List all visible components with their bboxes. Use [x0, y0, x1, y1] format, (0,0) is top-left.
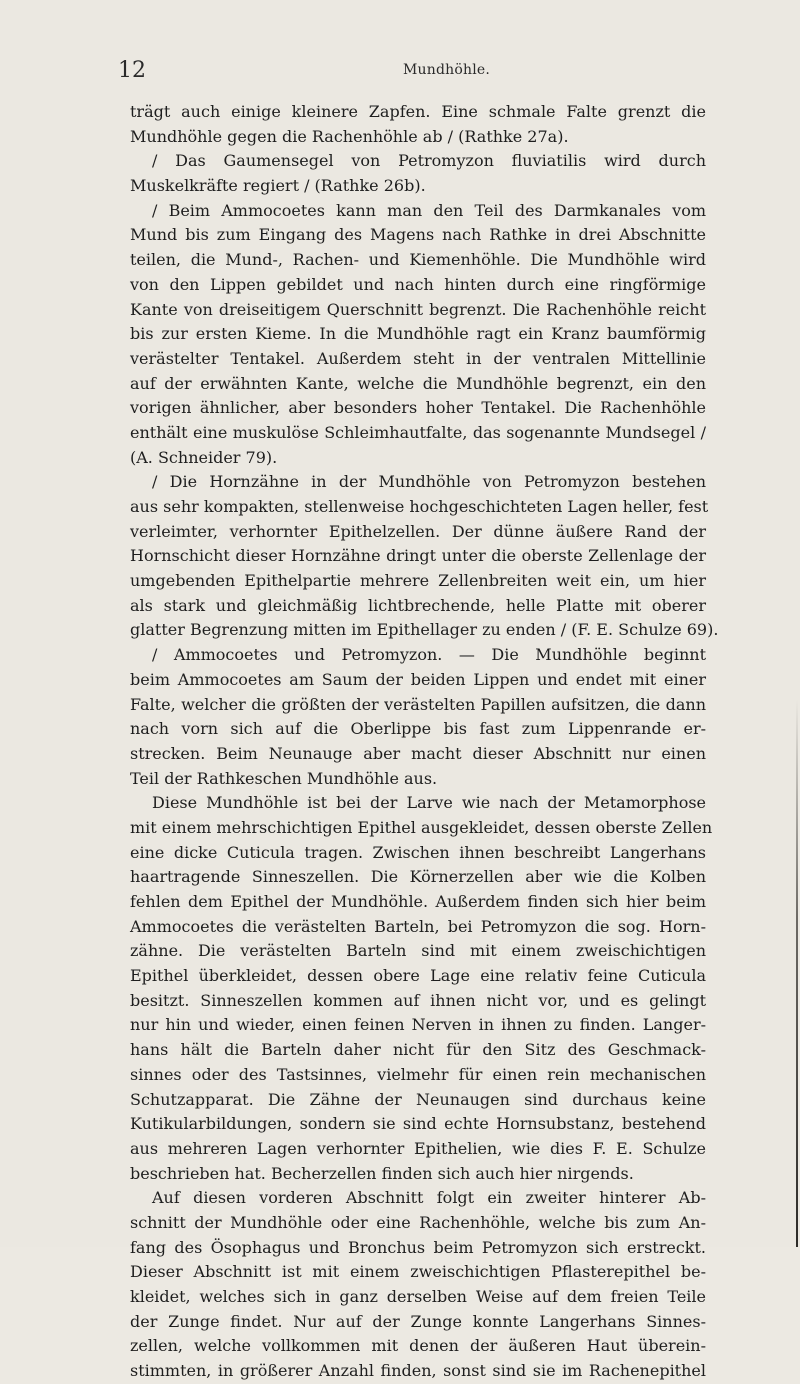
- text-line: Ammocoetes die verästelten Barteln, bei Petromyzon die sog. Horn-: [130, 916, 706, 936]
- text-line: eine dicke Cuticula tragen. Zwischen ihnen beschreibt Langerhans: [130, 842, 706, 862]
- text-line: Teil der Rathkeschen Mundhöhle aus.: [130, 768, 438, 788]
- text-line: fehlen dem Epithel der Mundhöhle. Außerdem finden sich hier beim: [130, 892, 706, 911]
- text-line: trägt auch einige kleinere Zapfen. Eine schmale Falte grenzt die: [130, 102, 706, 121]
- text-line: nach vorn sich auf die Oberlippe bis fast zum Lippenrande er-: [130, 719, 706, 739]
- text-line: (A. Schneider 79).: [130, 447, 278, 467]
- running-head: Mundhöhle.: [403, 62, 491, 78]
- text-line: Kante von dreiseitigem Querschnitt begrenzt. Die Rachenhöhle reicht: [130, 299, 706, 319]
- text-line: als stark und gleichmäßig lichtbrechende, helle Platte mit oberer: [130, 595, 706, 615]
- text-line: Schutzapparat. Die Zähne der Neunaugen sind durchaus keine: [130, 1089, 706, 1109]
- text-line: schnitt der Mundhöhle oder eine Rachenhöhle, welche bis zum An-: [130, 1212, 706, 1232]
- text-line: Mundhöhle gegen die Rachenhöhle ab / (Rathke 27a).: [130, 126, 569, 146]
- text-line: glatter Begrenzung mitten im Epithellager zu enden / (F. E. Schulze 69).: [130, 620, 719, 640]
- body-text: [130, 100, 719, 1384]
- text-line: strecken. Beim Neunauge aber macht dieser Abschnitt nur einen: [130, 743, 706, 763]
- text-line: auf der erwähnten Kante, welche die Mundhöhle begrenzt, ein den: [130, 373, 706, 393]
- text-line: Kutikularbildungen, sondern sie sind echte Hornsubstanz, bestehend: [130, 1114, 706, 1134]
- text-line: kleidet, welches sich in ganz derselben Weise auf dem freien Teile: [130, 1287, 706, 1306]
- text-line: Hornschicht dieser Hornzähne dringt unter die oberste Zellenlage der: [130, 546, 706, 566]
- text-line: Falte, welcher die größten der verästelten Papillen aufsitzen, die dann: [130, 694, 706, 714]
- page-header: [0, 58, 800, 84]
- text-line: / Beim Ammocoetes kann man den Teil des Darmkanales vom: [152, 200, 706, 220]
- text-line: zellen, welche vollkommen mit denen der äußeren Haut überein-: [130, 1336, 706, 1356]
- text-line: / Ammocoetes und Petromyzon. — Die Mundhöhle beginnt: [152, 645, 706, 665]
- text-line: Epithel überkleidet, dessen obere Lage eine relativ feine Cuticula: [130, 966, 706, 986]
- page-edge-shadow: [796, 700, 798, 1247]
- text-line: nur hin und wieder, einen feinen Nerven in ihnen zu finden. Langer-: [130, 1015, 706, 1035]
- text-line: sinnes oder des Tastsinnes, vielmehr für einen rein mechanischen: [130, 1064, 706, 1084]
- text-line: vorigen ähnlicher, aber besonders hoher Tentakel. Die Rachenhöhle: [130, 398, 706, 418]
- text-line: Mund bis zum Eingang des Magens nach Rathke in drei Abschnitte: [130, 225, 706, 245]
- text-line: Diese Mundhöhle ist bei der Larve wie nach der Metamorphose: [152, 793, 706, 813]
- text-line: besitzt. Sinneszellen kommen auf ihnen nicht vor, und es gelingt: [130, 990, 706, 1010]
- text-line: verästelter Tentakel. Außerdem steht in der ventralen Mittellinie: [130, 348, 706, 368]
- text-line: Muskelkräfte regiert / (Rathke 26b).: [130, 176, 426, 196]
- page-number: 12: [118, 58, 146, 83]
- text-line: mit einem mehrschichtigen Epithel ausgekleidet, dessen oberste Zellen: [130, 817, 713, 837]
- text-line: der Zunge findet. Nur auf der Zunge konnte Langerhans Sinnes-: [130, 1311, 706, 1331]
- text-line: hans hält die Barteln daher nicht für den Sitz des Geschmack-: [130, 1040, 706, 1060]
- text-line: verleimter, verhornter Epithelzellen. Der dünne äußere Rand der: [130, 521, 706, 541]
- text-line: Dieser Abschnitt ist mit einem zweischichtigen Pflasterepithel be-: [130, 1262, 706, 1282]
- text-line: fang des Ösophagus und Bronchus beim Petromyzon sich erstreckt.: [130, 1237, 706, 1257]
- text-line: von den Lippen gebildet und nach hinten durch eine ringförmige: [130, 274, 706, 294]
- text-line: / Die Hornzähne in der Mundhöhle von Petromyzon bestehen: [152, 472, 706, 492]
- text-line: beschrieben hat. Becherzellen finden sich auch hier nirgends.: [130, 1163, 634, 1183]
- text-line: bis zur ersten Kieme. In die Mundhöhle ragt ein Kranz baumförmig: [130, 324, 706, 344]
- text-line: aus sehr kompakten, stellenweise hochgeschichteten Lagen heller, fest: [130, 497, 709, 516]
- text-line: zähne. Die verästelten Barteln sind mit einem zweischichtigen: [130, 941, 706, 961]
- text-line: Auf diesen vorderen Abschnitt folgt ein zweiter hinterer Ab-: [152, 1188, 706, 1208]
- text-line: umgebenden Epithelpartie mehrere Zellenbreiten weit ein, um hier: [130, 571, 706, 591]
- text-line: aus mehreren Lagen verhornter Epithelien, wie dies F. E. Schulze: [130, 1138, 706, 1158]
- text-line: stimmten, in größerer Anzahl finden, sonst sind sie im Rachenepithel: [130, 1361, 706, 1381]
- text-line: teilen, die Mund-, Rachen- und Kiemenhöhle. Die Mundhöhle wird: [130, 250, 706, 270]
- text-line: haartragende Sinneszellen. Die Körnerzellen aber wie die Kolben: [130, 867, 706, 887]
- text-line: beim Ammocoetes am Saum der beiden Lippen und endet mit einer: [130, 669, 706, 689]
- text-line: enthält eine muskulöse Schleimhautfalte, das sogenannte Mundsegel /: [130, 422, 706, 442]
- text-line: / Das Gaumensegel von Petromyzon fluviatilis wird durch: [152, 151, 706, 171]
